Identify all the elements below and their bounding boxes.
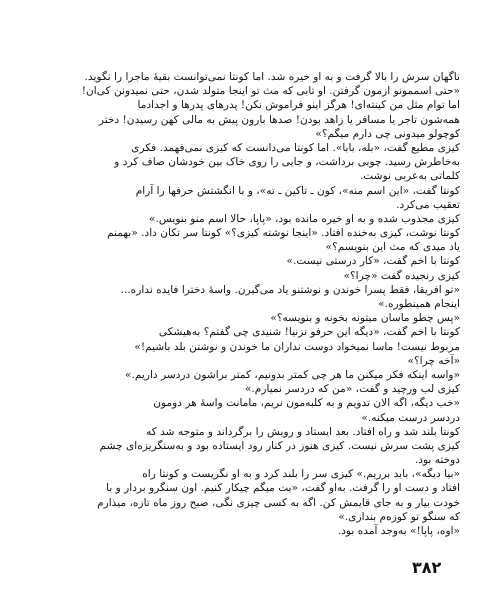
text-line: دوخته بود.	[414, 454, 460, 467]
text-line: «آخه چرا؟»	[407, 354, 460, 367]
page-number: ۳۸۲	[412, 558, 442, 577]
text-line: «حتی اسممونو ازمون گرفتن. او تابی که مث تو اینجا متولد شدن، حتی نمیدونن کی‌ان!	[81, 85, 460, 98]
text-line: کیزی رنجیده گفت «چرا؟»	[343, 269, 460, 282]
text-line: کلماتی به‌عربی نوشت.	[359, 170, 460, 183]
text-line: کونتا با اخم گفت، «دیگه این حرفو نزنیا! شنیدی چی گفتم؟ به‌هیشکی	[158, 326, 460, 339]
text-line: ناگهان سرش را بالا گرفت و به او خیره شد. اما کونتا نمی‌توانست بقیهٔ ماجرا را نگوید.	[84, 71, 460, 83]
text-line: خودت بیار و به جای قایمش کن. اگه به کسی چیزی نگی، صبح روز ماه تازه، میذارم	[97, 496, 460, 509]
text-line: کیزی پشت سرش نیست. کیزی هنوز در کنار رود ایستاده بود و به‌سنگریزه‌ای چشم	[99, 439, 460, 452]
text-line: اینجام همینطوره.»	[378, 298, 460, 310]
body-text	[48, 70, 460, 538]
text-line: یاد میدی که مث این بنویسم؟»	[325, 241, 460, 254]
text-line: کوچولو میدونی چی دارم میگم؟»	[315, 127, 460, 140]
text-line: کیزی لب ورچید و گفت، «من که دردسر نمیارم.»	[244, 383, 460, 396]
text-line: «بیا دیگه»، باید برریم.» کیزی سر را بلند کرد و به او نگریست و کونتا راه	[142, 468, 460, 481]
text-line: که سنگو تو کوزه‌م بندازی.»	[338, 510, 460, 523]
text-line: کونتا گفت، «این اسم منه»، کون ـ تاکین ـ ته»، و با انگشتش حرفها را آرام	[135, 184, 460, 197]
text-line: تعقیب می‌کرد.	[396, 198, 460, 211]
text-line: «خب دیگه، اگه الان تدویم و به کلبه‌مون نریم، مامانت واسهٔ هر دومون	[153, 397, 460, 410]
text-line: کونتا با اخم گفت، «کار درستی نیست.»	[286, 255, 460, 268]
text-line: کیزی مجذوب شده و به او خیره مانده بود، «پاپا، حالا اسم منو بنویس.»	[149, 212, 460, 225]
text-line: «اوه، پاپا!» به‌وجد آمده بود.	[337, 525, 460, 537]
text-line: «واسه اینکه فکر میکنن ما هر چی کمتر بدونیم، کمتر براشون دردسر داریم.»	[124, 368, 460, 381]
text-line: «پس چطو ماسان میتونه بخونه و بنویسه؟»	[270, 312, 460, 325]
text-line: همه‌شون تاجر یا مسافر یا زاهد بودن! صدها بارون پیش به مالی کهن رسیدن! دختر	[98, 113, 460, 126]
text-line: به‌خاطرش رسید. چوبی برداشت، و جایی را روی خاک بین خودشان صاف کرد و	[114, 156, 460, 169]
text-line: کونتا بلند شد و راه افتاد. بعد ایستاد و رویش را برگرداند و متوجه شد که	[146, 425, 460, 438]
text-line: افتاد و دست او را گرفت. به‌او گفت، «بت میگم چیکار کنیم. اون سنگرو بردار و با	[106, 482, 460, 495]
text-line: مربوط نیست! ماسا نمیخواد دوست نداران ما خوندن و نوشتن بلد باشیم!»	[134, 340, 460, 353]
text-line: کیزی مطیع گفت، «بله، بابا». اما کونتا می‌دانست که کیزی نمی‌فهمد. فکری	[131, 141, 460, 154]
text-line: کونتا نوشت، کیزی به‌خنده افتاد. «اینجا نوشته کیزی؟» کونتا سر تکان داد. «بهمنم	[107, 227, 460, 240]
text-line: اما توام مثل من کینته‌ای! هرگز اینو فراموش نکن! پدرهای پدرها و اجدادما	[137, 99, 460, 112]
text-line: دردسر درست میکنه.»	[361, 411, 460, 424]
text-line: «تو افریقا، فقط پسرا خوندن و نوشتنو یاد می‌گیرن. واسهٔ دخترا فایده نداره...	[120, 283, 460, 296]
